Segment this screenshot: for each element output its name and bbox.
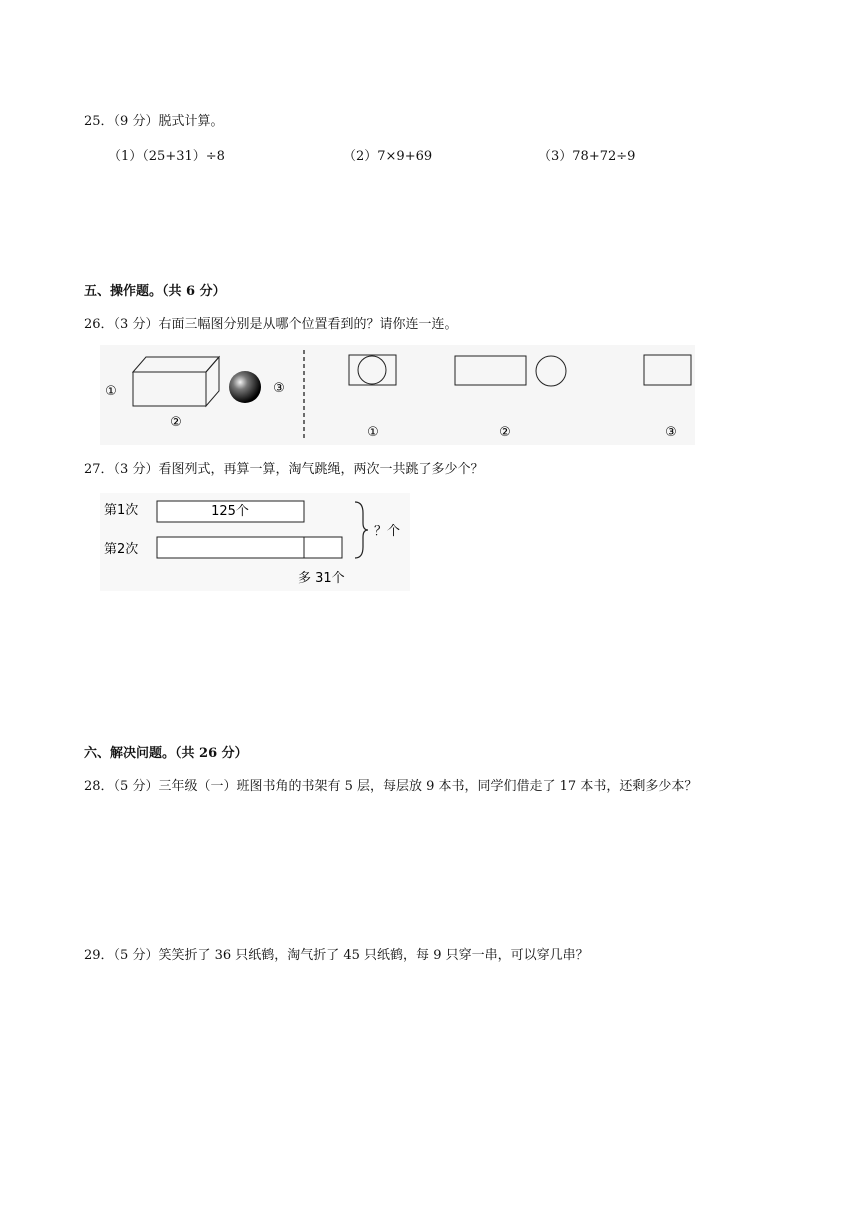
view-label-3: ③ (665, 425, 677, 440)
sphere-shape (229, 371, 261, 403)
position-mark-1: ① (105, 384, 117, 399)
question-25-part-2: （2）7×9+69 (343, 149, 433, 164)
row-1-label: 第1次 (104, 503, 139, 518)
row-2-label: 第2次 (104, 542, 139, 557)
question-25-part-3: （3）78+72÷9 (538, 149, 636, 164)
question-29-stem: 29．（5 分）笑笑折了 36 只纸鹤，淘气折了 45 只纸鹤，每 9 只穿一串，可以穿几串？ (84, 948, 589, 963)
view-label-1: ① (367, 425, 379, 440)
figure-background (100, 345, 695, 445)
position-mark-3: ③ (273, 381, 285, 396)
question-26-stem: 26．（3 分）右面三幅图分别是从哪个位置看到的？请你连一连。 (84, 317, 458, 332)
section-6-title: 六、解决问题。（共 26 分） (84, 746, 248, 761)
bar-2-extra (304, 537, 342, 558)
jump-rope-diagram (100, 493, 410, 591)
position-mark-2: ② (170, 415, 182, 430)
question-25-stem: 25．（9 分）脱式计算。 (84, 114, 224, 129)
section-5-title: 五、操作题。（共 6 分） (84, 284, 226, 299)
bar-2-base (157, 537, 304, 558)
question-27-stem: 27．（3 分）看图列式，再算一算，淘气跳绳，两次一共跳了多少个？ (84, 462, 484, 477)
views-figure (100, 345, 695, 445)
question-28-stem: 28．（5 分）三年级（一）班图书角的书架有 5 层，每层放 9 本书，同学们借走了 17 本书，还剩多少本？ (84, 779, 698, 794)
bar-1-value: 125个 (211, 504, 249, 519)
extra-label: 多 31个 (298, 571, 345, 586)
total-label: ？个 (374, 524, 401, 539)
view-label-2: ② (499, 425, 511, 440)
question-25-part-1: （1）（25+31）÷8 (108, 149, 225, 164)
